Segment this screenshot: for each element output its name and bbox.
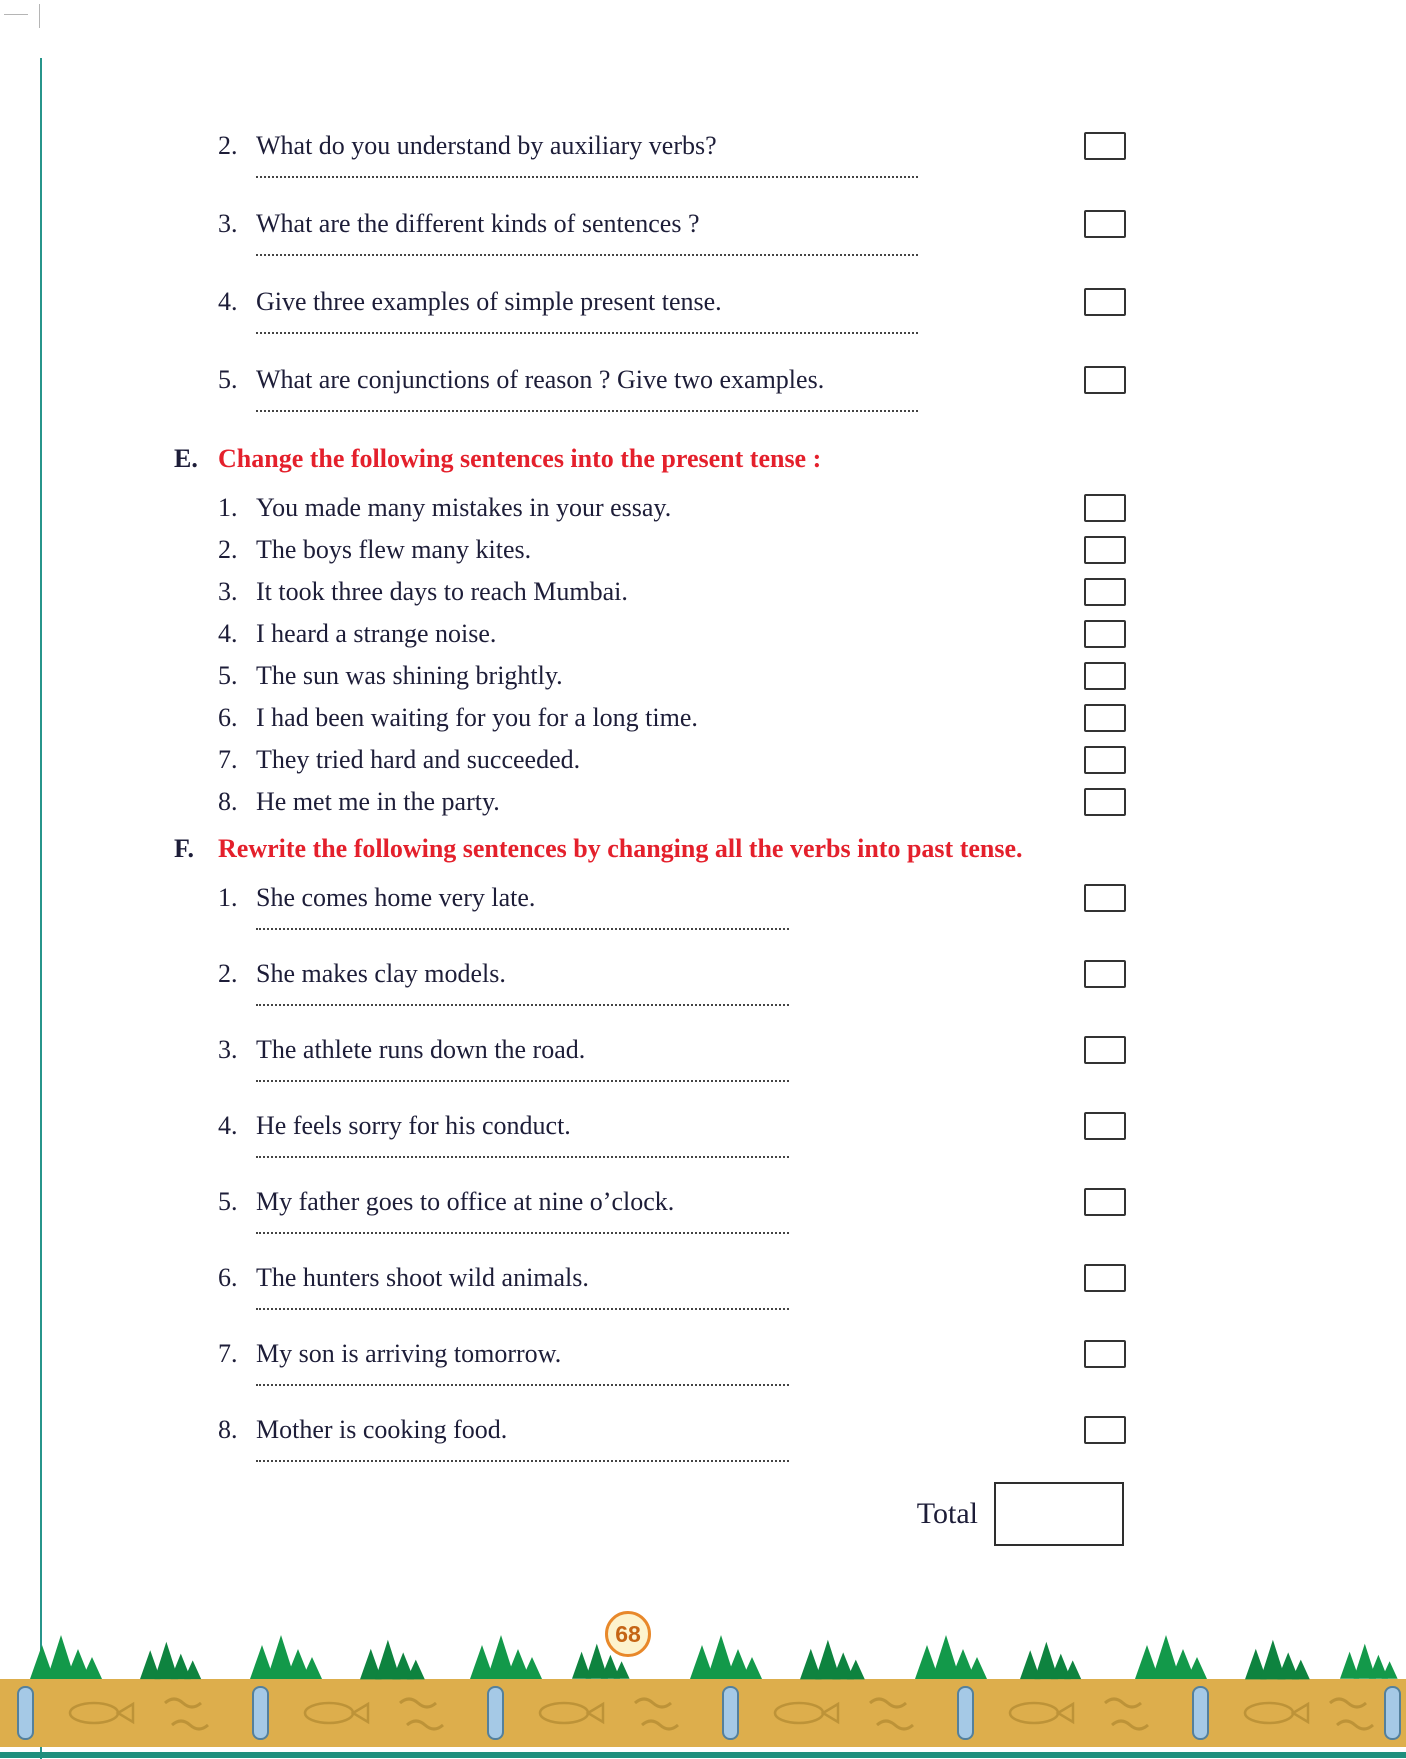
item-text: They tried hard and succeeded. [256,745,581,774]
section-e-heading [174,440,1126,478]
answer-dotted-line [256,175,918,178]
answer-checkbox [1084,536,1126,564]
item-text: She comes home very late. [256,883,536,912]
answer-checkbox [1084,884,1126,912]
item-number: 6. [218,1263,238,1292]
question-item [218,284,1126,334]
item-number: 2. [218,959,238,988]
answer-dotted-line [256,927,789,930]
item-number: 8. [218,787,238,816]
item-number: 4. [218,619,238,648]
answer-dotted-line [256,1003,789,1006]
item-number: 3. [218,1035,238,1064]
question-row [218,880,1126,916]
answer-checkbox [1084,288,1126,316]
question-row [218,1108,1126,1144]
question-row [218,1184,1126,1220]
rewrite-item [218,880,1126,930]
exercise-item [218,574,1126,610]
answer-dotted-line [256,253,918,256]
rewrite-item [218,1260,1126,1310]
answer-checkbox [1084,1188,1126,1216]
item-text: It took three days to reach Mumbai. [256,577,628,606]
question-text: Give three examples of simple present tense. [256,287,722,316]
item-text: I had been waiting for you for a long time. [256,703,698,732]
item-text: The sun was shining brightly. [256,661,563,690]
answer-checkbox [1084,1036,1126,1064]
answer-checkbox [1084,132,1126,160]
answer-dotted-line [256,1459,789,1462]
item-text: The hunters shoot wild animals. [256,1263,589,1292]
answer-checkbox [1084,960,1126,988]
question-row [218,956,1126,992]
item-text: He met me in the party. [256,787,500,816]
exercise-item [218,742,1126,778]
question-number: 3. [218,209,238,238]
crop-mark-vertical [39,4,40,28]
item-number: 6. [218,703,238,732]
question-number: 5. [218,365,238,394]
item-text: The athlete runs down the road. [256,1035,586,1064]
rewrite-item [218,1184,1126,1234]
rewrite-item [218,1412,1126,1462]
rewrite-item [218,1336,1126,1386]
item-number: 8. [218,1415,238,1444]
page-number-badge [605,1611,651,1657]
answer-dotted-line [256,1307,789,1310]
item-number: 2. [218,535,238,564]
question-row [218,1032,1126,1068]
rewrite-item [218,956,1126,1006]
item-text: She makes clay models. [256,959,506,988]
item-text: He feels sorry for his conduct. [256,1111,571,1140]
answer-dotted-line [256,409,918,412]
question-text: What do you understand by auxiliary verbs? [256,131,717,160]
item-number: 5. [218,661,238,690]
section-f-heading [174,830,1126,868]
exercise-item [218,532,1126,568]
question-row [218,1336,1126,1372]
total-label: Total [916,1497,978,1530]
exercise-item [218,700,1126,736]
question-row [218,128,1126,164]
answer-dotted-line [256,331,918,334]
question-row [218,362,1126,398]
item-number: 7. [218,745,238,774]
section-title: Rewrite the following sentences by changing all the verbs into past tense. [218,834,1023,863]
rewrite-item [218,1108,1126,1158]
exercise-item [218,616,1126,652]
item-number: 4. [218,1111,238,1140]
question-row [218,1412,1126,1448]
answer-checkbox [1084,210,1126,238]
answer-dotted-line [256,1155,789,1158]
answer-checkbox [1084,1264,1126,1292]
exercise-item [218,490,1126,526]
answer-checkbox [1084,1416,1126,1444]
total-score-box [994,1482,1124,1546]
worksheet-content [174,128,1126,1546]
section-letter: E. [174,444,198,473]
item-text: My son is arriving tomorrow. [256,1339,562,1368]
section-title: Change the following sentences into the present tense : [218,444,822,473]
answer-checkbox [1084,1340,1126,1368]
answer-checkbox [1084,1112,1126,1140]
crop-mark-horizontal [4,14,28,15]
item-number: 1. [218,493,238,522]
item-text: I heard a strange noise. [256,619,497,648]
question-item [218,206,1126,256]
answer-checkbox [1084,366,1126,394]
answer-checkbox [1084,494,1126,522]
answer-dotted-line [256,1383,789,1386]
section-letter: F. [174,834,194,863]
answer-dotted-line [256,1231,789,1234]
question-text: What are conjunctions of reason ? Give two examples. [256,365,825,394]
item-number: 3. [218,577,238,606]
question-item [218,128,1126,178]
question-number: 2. [218,131,238,160]
page-number: 68 [615,1620,641,1647]
exercise-item [218,658,1126,694]
question-row [218,284,1126,320]
footer-border-art [0,1621,1406,1759]
item-text: You made many mistakes in your essay. [256,493,672,522]
question-row [218,1260,1126,1296]
item-text: My father goes to office at nine o’clock. [256,1187,675,1216]
question-row [218,206,1126,242]
rewrite-item [218,1032,1126,1082]
item-text: Mother is cooking food. [256,1415,508,1444]
answer-dotted-line [256,1079,789,1082]
answer-checkbox [1084,788,1126,816]
item-number: 1. [218,883,238,912]
left-margin-rule [40,58,42,1759]
item-text: The boys flew many kites. [256,535,532,564]
decorative-footer [0,1621,1406,1759]
total-row [218,1482,1126,1546]
answer-checkbox [1084,704,1126,732]
answer-checkbox [1084,620,1126,648]
exercise-item [218,784,1126,820]
question-item [218,362,1126,412]
answer-checkbox [1084,746,1126,774]
item-number: 7. [218,1339,238,1368]
question-number: 4. [218,287,238,316]
item-number: 5. [218,1187,238,1216]
question-text: What are the different kinds of sentences ? [256,209,700,238]
answer-checkbox [1084,662,1126,690]
answer-checkbox [1084,578,1126,606]
